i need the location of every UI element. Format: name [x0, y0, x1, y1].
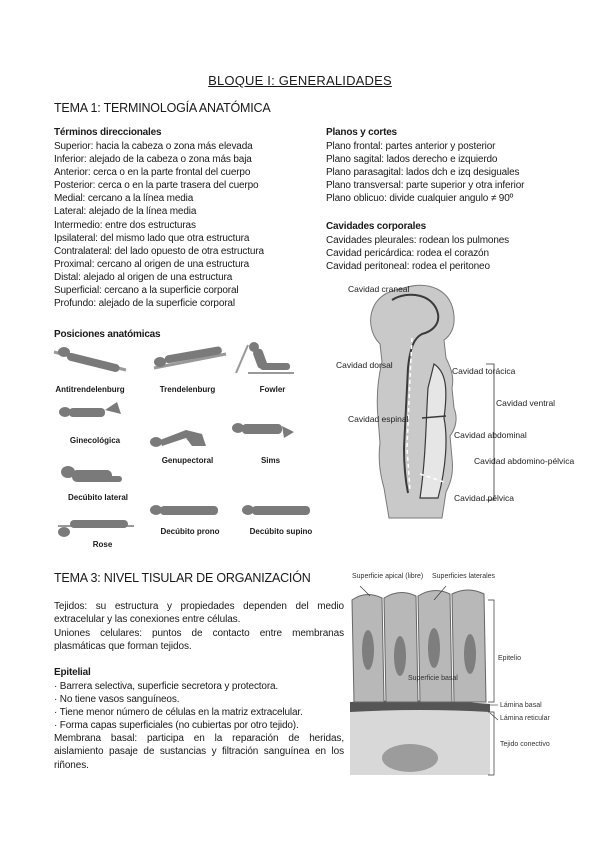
label-toracica: Cavidad torácica [452, 366, 516, 376]
page-title: BLOQUE I: GENERALIDADES [208, 73, 392, 88]
list-item: Medial: cercano a la línea media [54, 193, 194, 205]
fowler-figure [228, 337, 298, 377]
decubito-lateral-figure [56, 462, 126, 488]
posiciones-heading: Posiciones anatómicas [54, 329, 161, 340]
cavidades-heading: Cavidades corporales [326, 221, 426, 232]
label-trendelenburg: Trendelenburg [159, 385, 216, 394]
label-decubito-prono: Decúbito prono [160, 527, 220, 536]
list-item: Plano frontal: partes anterior y posterior [326, 141, 496, 152]
list-item: Superior: hacia la cabeza o zona más elevada [54, 141, 253, 152]
list-item: Lateral: alejado de la línea media [54, 206, 197, 218]
label-text: Cavidad craneal [348, 284, 410, 294]
label-genupectoral: Genupectoral [161, 456, 214, 465]
label-abdominal: Cavidad abdominal [454, 430, 527, 440]
label-pelvica: Cavidad pélvica [454, 493, 515, 503]
label-abdominopelvica: Cavidad abdomino-pélvica [474, 456, 575, 466]
genupectoral-figure [146, 424, 216, 450]
list-item: Inferior: alejado de la cabeza o zona más baja [54, 154, 252, 166]
label-basal: Superficie basal [408, 675, 458, 682]
label-epitelio: Epitelio [498, 655, 521, 662]
label-lamina-basal: Lámina basal [500, 702, 542, 709]
label-sims: Sims [260, 456, 281, 465]
list-item: Plano oblicuo: divide cualquier angulo ≠ 90º [326, 193, 514, 205]
uniones-paragraph: Uniones celulares: puntos de contacto entre membranas plasmáticas que forman tejidos. [54, 628, 344, 653]
list-item: · No tiene vasos sanguíneos. [54, 694, 180, 706]
label-espinal: Cavidad espinal [348, 414, 409, 424]
label-ventral: Cavidad ventral [496, 398, 556, 408]
planos-heading: Planos y cortes [326, 127, 397, 138]
label-tejido-conectivo: Tejido conectivo [500, 741, 550, 748]
list-item: Distal: alejado al origen de una estructura [54, 271, 233, 283]
label-dorsal: Cavidad dorsal [336, 360, 393, 370]
label-laterales: Superficies laterales [432, 573, 496, 580]
list-item: · Barrera selectiva, superficie secretora y protectora. [54, 681, 279, 692]
cavidades-list [326, 234, 509, 273]
label-lamina-reticular: Lámina reticular [500, 715, 550, 722]
epitelial-list [54, 680, 344, 772]
list-item: Profundo: alejado de la superficie corporal [54, 298, 235, 310]
planos-list [326, 140, 524, 205]
epithelium-figure [350, 570, 550, 775]
label-antitrendelenburg: Antitrendelenburg [55, 385, 125, 394]
label-decubito-lateral: Decúbito lateral [67, 493, 128, 502]
list-item: Intermedio: entre dos estructuras [54, 219, 196, 231]
ginecologica-figure [55, 398, 125, 423]
list-item: Cavidad pericárdica: rodea el corazón [326, 248, 489, 260]
list-item: · Forma capas superficiales (no cubiertas por otro tejido). [54, 720, 299, 732]
list-item: Superficial: cercano a la superficie corporal [54, 285, 239, 297]
list-item: Plano sagital: lados derecho e izquierdo [326, 154, 498, 166]
membrana-paragraph: Membrana basal: participa en la reparación de heridas, aislamiento pasaje de sustancias y filtración sanguínea en los riñones. [54, 733, 344, 771]
tema3-title: TEMA 3: NIVEL TISULAR DE ORGANIZACIÓN [54, 571, 311, 585]
label-apical: Superficie apical (libre) [352, 573, 424, 580]
label-craneal [348, 284, 410, 294]
tema1-title: TEMA 1: TERMINOLOGÍA ANATÓMICA [54, 101, 271, 115]
list-item: Plano transversal: parte superior y otra inferior [326, 180, 525, 192]
trendelenburg-figure [150, 344, 230, 374]
label-ginecologica: Ginecológica [69, 436, 121, 445]
rose-figure [56, 512, 136, 540]
decubito-prono-figure [146, 500, 226, 522]
body-cavities-figure [334, 278, 575, 523]
tejidos-paragraph: Tejidos: su estructura y propiedades dependen del medio extracelular y las conexiones entre células. [54, 601, 344, 626]
list-item: Cavidad peritoneal: rodea el peritoneo [326, 261, 490, 273]
list-item: Proximal: cercano al origen de una estructura [54, 258, 250, 270]
epitelial-heading: Epitelial [54, 667, 91, 678]
list-item: Ipsilateral: del mismo lado que otra estructura [54, 232, 250, 244]
list-item: Plano parasagital: lados dch e izq desiguales [326, 167, 520, 179]
list-item: · Tiene menor número de células en la matriz extracelular. [54, 707, 303, 719]
sims-figure [228, 416, 298, 442]
label-fowler: Fowler [259, 385, 286, 394]
list-item: Cavidades pleurales: rodean los pulmones [326, 235, 510, 246]
label-decubito-supino: Decúbito supino [249, 527, 313, 536]
direccionales-list [54, 140, 264, 310]
list-item: Posterior: cerca o en la parte trasera del cuerpo [54, 180, 259, 192]
list-item: Anterior: cerca o en la parte frontal del cuerpo [54, 167, 251, 179]
label-rose: Rose [92, 540, 113, 549]
decubito-supino-figure [238, 500, 318, 522]
capillary [382, 744, 438, 772]
list-item: Contralateral: del lado opuesto de otra estructura [54, 245, 264, 257]
antitrendelenburg-figure [50, 344, 130, 374]
direccionales-heading: Términos direccionales [54, 127, 162, 138]
